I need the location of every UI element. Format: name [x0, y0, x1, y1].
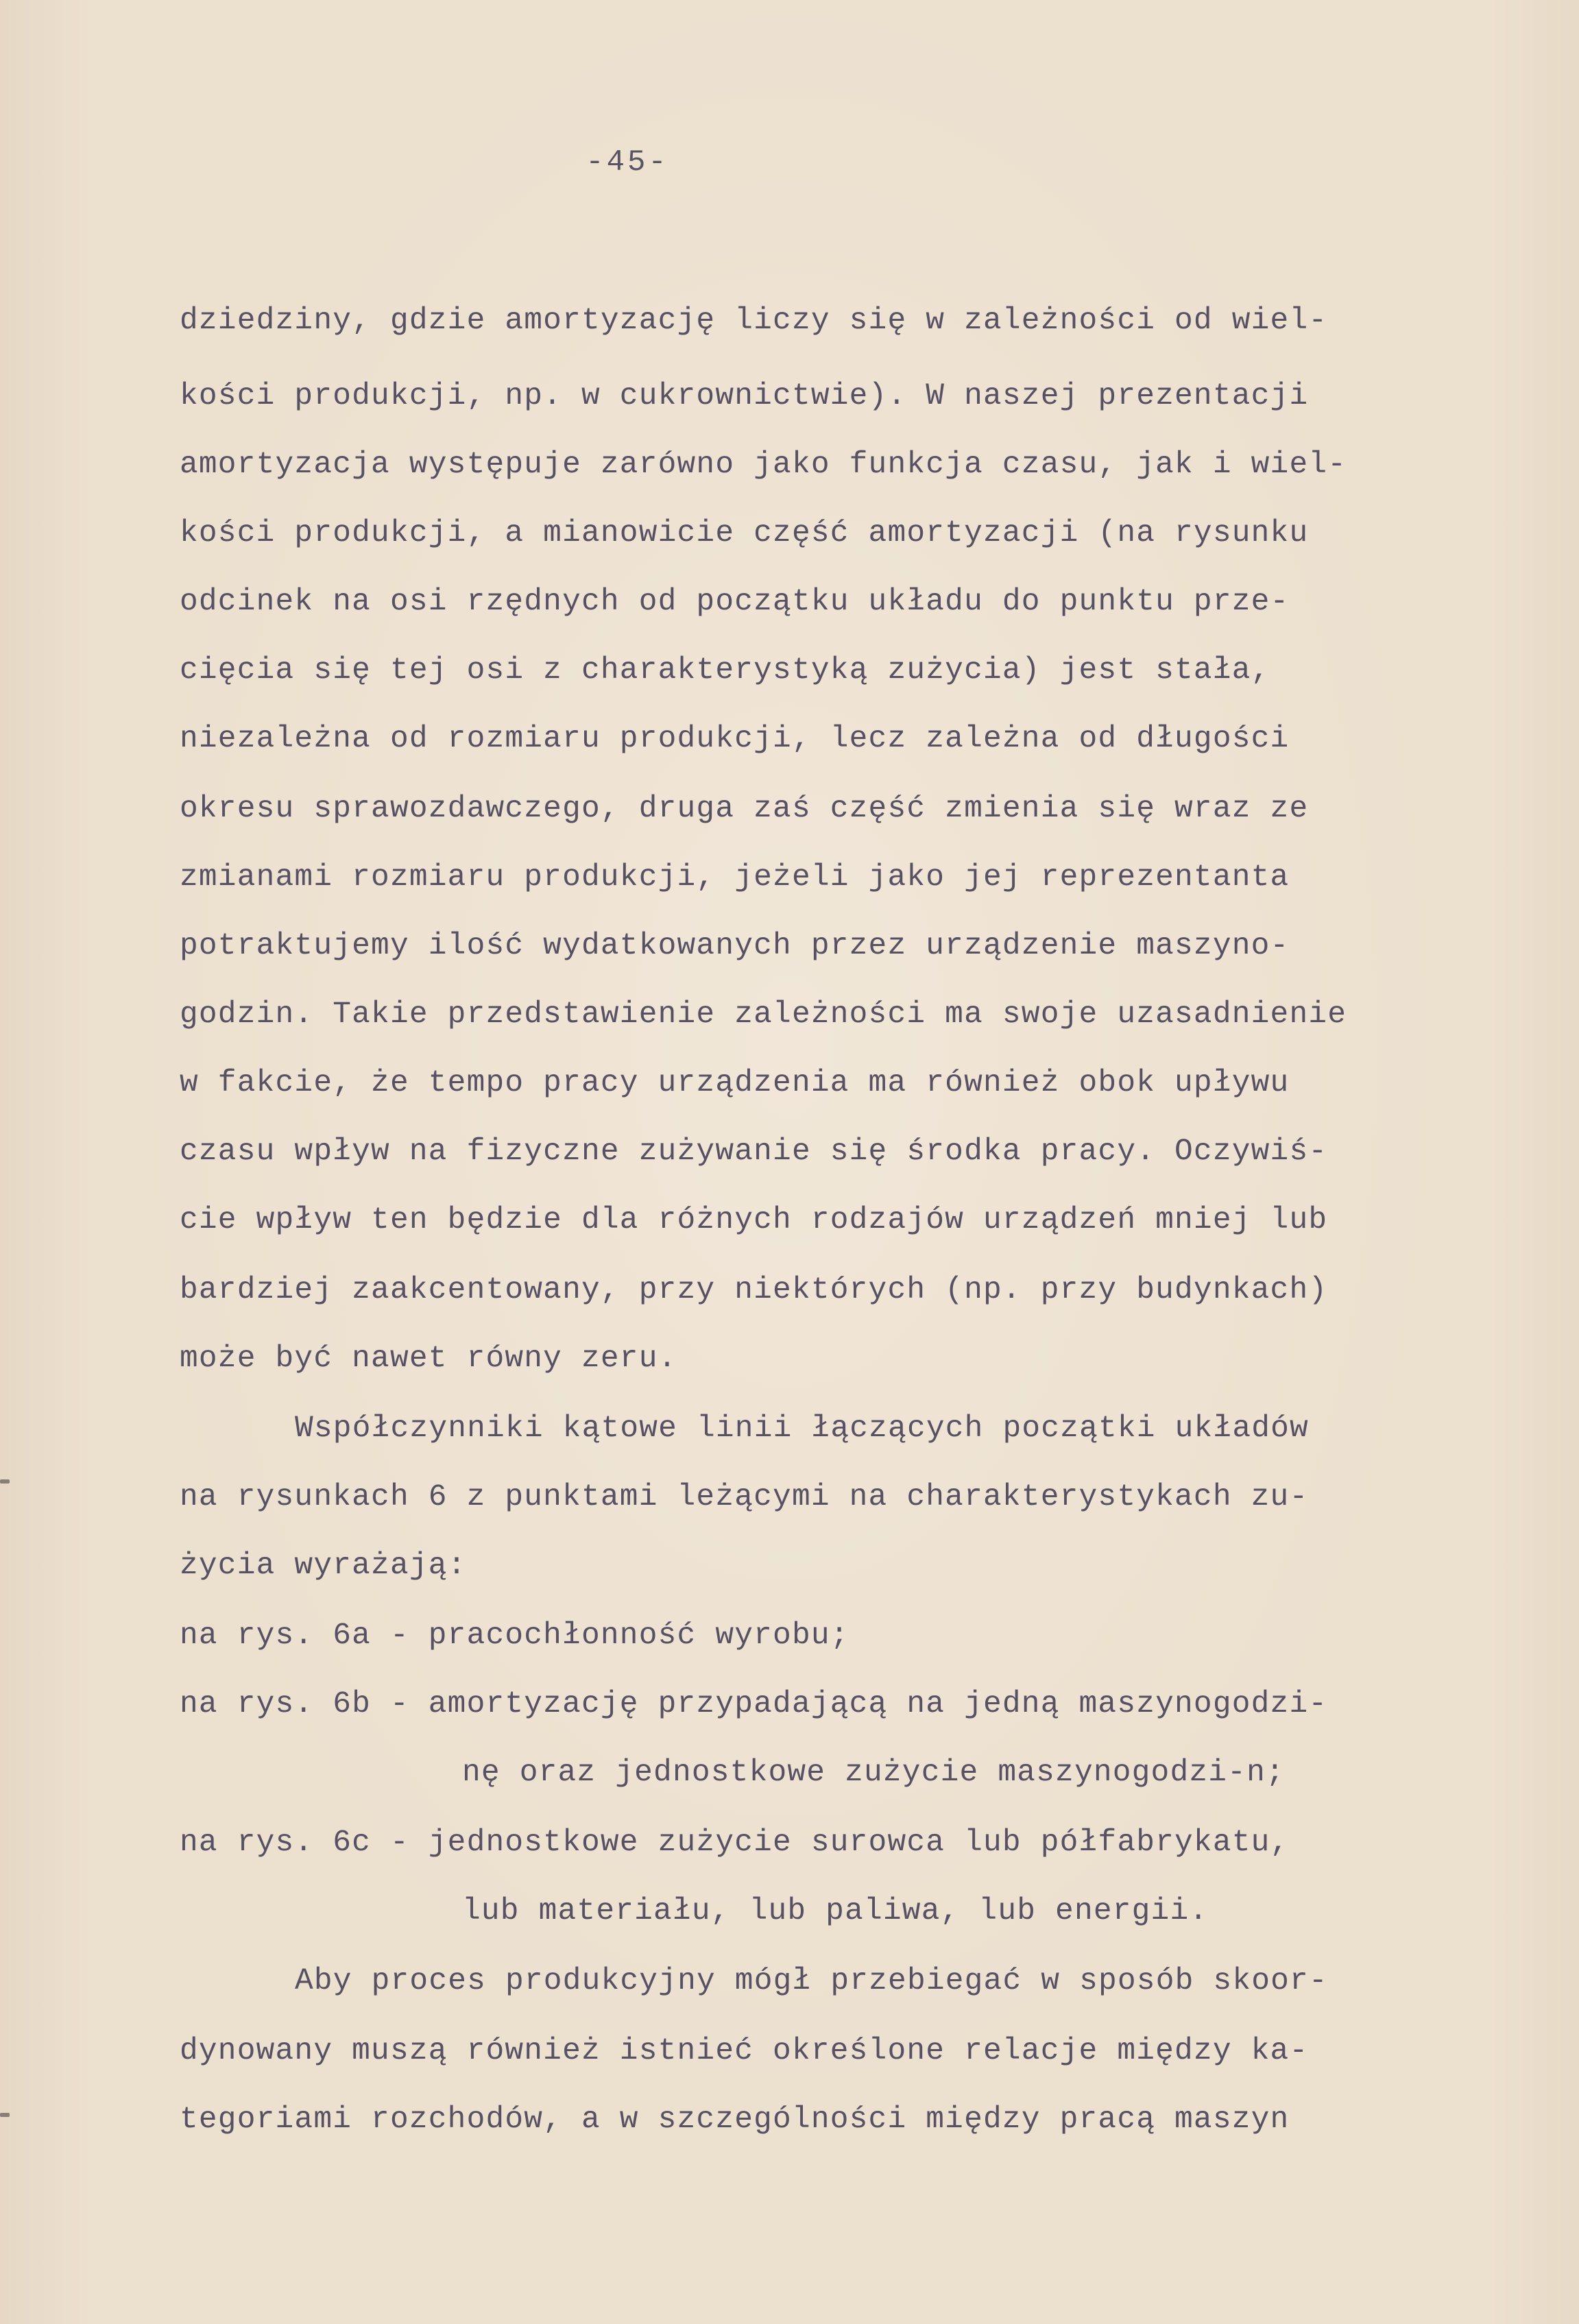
text-line: lub materiału, lub paliwa, lub energii.: [462, 1894, 1209, 1928]
text-line: bardziej zaakcentowany, przy niektórych (np. przy budynkach): [180, 1273, 1328, 1307]
binding-mark: [0, 1479, 10, 1484]
text-line: godzin. Takie przedstawienie zależności ma swoje uzasadnienie: [180, 997, 1347, 1032]
text-line: odcinek na osi rzędnych od początku układu do punktu prze-: [180, 585, 1290, 619]
text-line: kości produkcji, np. w cukrownictwie). W naszej prezentacji: [180, 379, 1309, 413]
text-line: dynowany muszą również istnieć określone relacje między ka-: [180, 2034, 1309, 2068]
text-line: na rys. 6a - pracochłonność wyrobu;: [180, 1619, 849, 1653]
text-line: potraktujemy ilość wydatkowanych przez urządzenie maszyno-: [180, 929, 1290, 963]
text-line: amortyzacja występuje zarówno jako funkcja czasu, jak i wiel-: [180, 448, 1347, 482]
text-line: cięcia się tej osi z charakterystyką zużycia) jest stała,: [180, 653, 1270, 688]
text-line: na rys. 6c - jednostkowe zużycie surowca lub półfabrykatu,: [180, 1826, 1290, 1860]
binding-mark: [0, 2113, 10, 2117]
text-line: życia wyrażają:: [180, 1549, 467, 1583]
text-line: w fakcie, że tempo pracy urządzenia ma również obok upływu: [180, 1066, 1290, 1100]
text-line: może być nawet równy zeru.: [180, 1342, 677, 1376]
text-line: na rys. 6b - amortyzację przypadającą na jedną maszynogodzi-: [180, 1687, 1328, 1721]
text-line: tegoriami rozchodów, a w szczególności między pracą maszyn: [180, 2103, 1290, 2137]
text-line: okresu sprawozdawczego, druga zaś część zmienia się wraz ze: [180, 792, 1309, 826]
text-line: na rysunkach 6 z punktami leżącymi na charakterystykach zu-: [180, 1480, 1309, 1514]
text-line: Współczynniki kątowe linii łączących początki układów: [295, 1412, 1309, 1446]
text-line: cie wpływ ten będzie dla różnych rodzajów urządzeń mniej lub: [180, 1203, 1328, 1237]
text-line: niezależna od rozmiaru produkcji, lecz zależna od długości: [180, 722, 1290, 756]
text-line: czasu wpływ na fizyczne zużywanie się środka pracy. Oczywiś-: [180, 1135, 1328, 1169]
text-line: Aby proces produkcyjny mógł przebiegać w sposób skoor-: [295, 1964, 1328, 1998]
page-number: -45-: [586, 145, 669, 180]
text-line: dziedziny, gdzie amortyzację liczy się w zależności od wiel-: [180, 304, 1328, 338]
text-line: kości produkcji, a mianowicie część amortyzacji (na rysunku: [180, 516, 1309, 550]
text-line: zmianami rozmiaru produkcji, jeżeli jako jej reprezentanta: [180, 860, 1290, 895]
text-line: nę oraz jednostkowe zużycie maszynogodzi-n;: [462, 1756, 1285, 1790]
